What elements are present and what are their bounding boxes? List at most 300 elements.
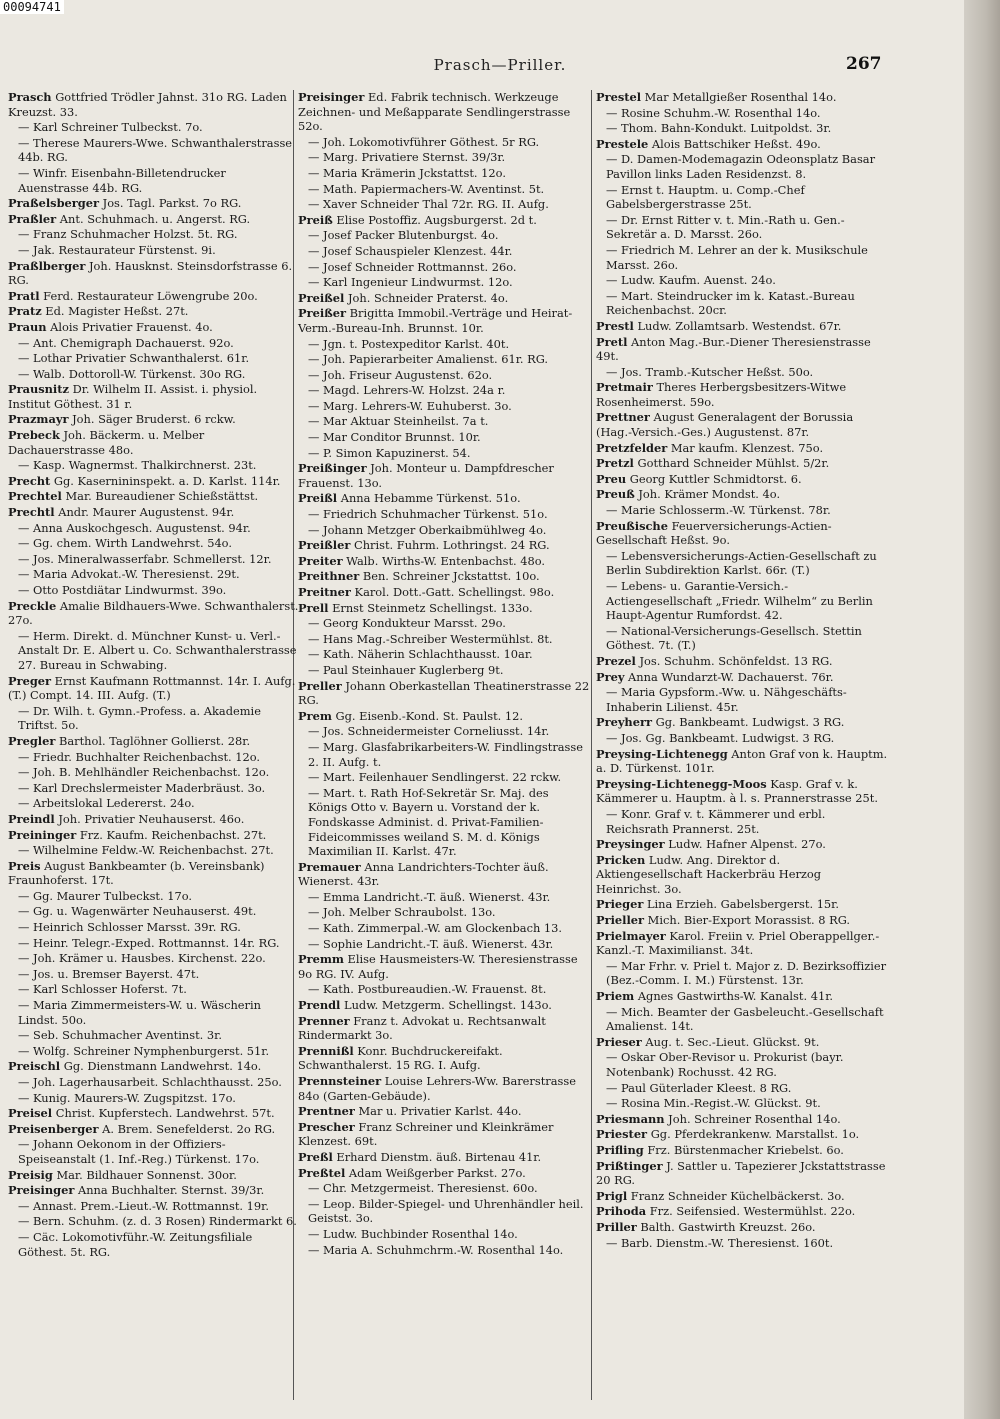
entry-details: — Kunig. Maurers-W. Zugspitzst. 17o.	[18, 1090, 236, 1105]
entry-details: — Wolfg. Schreiner Nymphenburgerst. 51r.	[18, 1043, 270, 1058]
directory-entry	[606, 807, 888, 836]
entry-details: Anna Hebamme Türkenst. 51o.	[337, 491, 521, 506]
directory-entry	[298, 1166, 590, 1181]
directory-entry	[18, 1075, 300, 1090]
entry-details: Anton Mag.-Bur.-Diener Theresienstrasse 49t.	[596, 334, 871, 364]
entry-details: — Jak. Restaurateur Fürstenst. 9i.	[18, 242, 216, 257]
directory-entry	[18, 136, 300, 165]
entry-details: — P. Simon Kapuzinerst. 54.	[308, 445, 471, 460]
directory-entry	[308, 150, 590, 165]
directory-entry	[308, 135, 590, 150]
scan-id-label: 00094741	[0, 0, 64, 14]
entry-surname: Priester	[596, 1127, 648, 1142]
entry-details: Franz Schneider Küchelbäckerst. 3o.	[627, 1188, 845, 1203]
directory-entry	[606, 624, 888, 653]
entry-surname: Prechtl	[8, 505, 55, 520]
entry-details: — Dr. Wilh. t. Gymn.-Profess. a. Akademie Triftst. 5o.	[18, 703, 261, 733]
entry-details: — Joh. Lagerhausarbeit. Schlachthausst. 25o.	[18, 1075, 282, 1089]
entry-surname: Priesmann	[596, 1111, 665, 1126]
entry-details: — Joh. B. Mehlhändler Reichenbachst. 12o.	[18, 765, 270, 780]
directory-entry	[308, 663, 590, 678]
entry-details: Gg. Eisenb.-Kond. St. Paulst. 12.	[331, 708, 524, 723]
entry-details: Ludw. Ang. Direktor d. Aktiengesellschaft Hackerbräu Herzog Heinrichst. 3o.	[596, 852, 822, 896]
entry-details: — Ernst t. Hauptm. u. Comp.-Chef Gabelsbergerstrasse 25t.	[606, 182, 805, 212]
directory-entry	[18, 1199, 300, 1214]
entry-details: — Maria A. Schuhmchrm.-W. Rosenthal 14o.	[308, 1242, 564, 1257]
entry-details: Ben. Schreiner Jckstattst. 10o.	[359, 569, 540, 584]
directory-entry	[8, 1183, 300, 1198]
entry-details: Joh. Krämer Mondst. 4o.	[634, 487, 781, 502]
directory-entry	[596, 1220, 888, 1235]
entry-details: Mar. Bureaudiener Schießstättst.	[61, 489, 259, 504]
directory-entry	[18, 750, 300, 765]
directory-entry	[308, 1243, 590, 1258]
entry-surname: Preiß	[298, 212, 333, 227]
directory-entry	[596, 1189, 888, 1204]
entry-details: Joh. Privatier Neuhauserst. 46o.	[54, 811, 245, 826]
entry-surname: Prescher	[298, 1119, 355, 1134]
entry-details: Georg Kuttler Schmidtorst. 6.	[626, 471, 802, 486]
entry-surname: Preußische	[596, 518, 668, 533]
directory-entry	[8, 428, 300, 457]
entry-details: — Dr. Ernst Ritter v. t. Min.-Rath u. Gen.-Sekretär a. D. Marsst. 26o.	[606, 212, 845, 242]
entry-surname: Priller	[596, 1219, 637, 1234]
directory-entry	[18, 629, 300, 673]
directory-entry	[298, 952, 590, 981]
entry-details: J. Sattler u. Tapezierer Jckstattstrasse 20 RG.	[596, 1158, 886, 1188]
directory-entry	[18, 796, 300, 811]
running-head: Prasch—Priller.	[433, 56, 567, 74]
directory-entry	[596, 837, 888, 852]
entry-details: — Thom. Bahn-Kondukt. Luitpoldst. 3r.	[606, 121, 832, 136]
entry-surname: Preisinger	[8, 1183, 75, 1198]
entry-details: Anna Landrichters-Tochter äuß. Wienerst. 43r.	[298, 859, 549, 889]
directory-entry	[8, 474, 300, 489]
directory-entry	[18, 982, 300, 997]
entry-details: Dr. Wilhelm II. Assist. i. physiol. Institut Göthest. 31 r.	[8, 382, 258, 411]
entry-details: Alois Battschiker Heßst. 49o.	[648, 136, 821, 151]
entry-surname: Premm	[298, 952, 344, 967]
entry-surname: Prigl	[596, 1188, 628, 1203]
entry-surname: Preisinger	[298, 90, 365, 104]
entry-details: August Bankbeamter (b. Vereinsbank) Fraunhoferst. 17t.	[8, 858, 265, 888]
directory-entry	[298, 860, 590, 889]
directory-entry	[596, 853, 888, 897]
entry-surname: Preithner	[298, 569, 360, 584]
directory-entry	[308, 414, 590, 429]
directory-entry	[606, 152, 888, 181]
entry-details: — Josef Schneider Rottmannst. 26o.	[308, 259, 517, 274]
entry-details: — Bern. Schuhm. (z. d. 3 Rosen) Rindermarkt 6.	[18, 1214, 297, 1229]
entry-surname: Prem	[298, 708, 332, 723]
entry-details: Gg. Bankbeamt. Ludwigst. 3 RG.	[651, 715, 845, 730]
entry-details: — Joh. Friseur Augustenst. 62o.	[308, 367, 493, 382]
entry-details: Ludw. Hafner Alpenst. 27o.	[664, 837, 826, 852]
entry-details: Anna Wundarzt-W. Dachauerst. 76r.	[624, 669, 834, 684]
entry-surname: Prebeck	[8, 428, 60, 443]
entry-details: Gg. Dienstmann Landwehrst. 14o.	[60, 1059, 262, 1074]
entry-details: Joh. Schreiner Rosenthal 14o.	[664, 1111, 841, 1126]
entry-details: — Lebens- u. Garantie-Versich.-Actiengesellschaft „Friedr. Wilhelm“ zu Berlin Haupt-Agentur Rumfordst. 42.	[606, 579, 873, 623]
column-3	[596, 90, 888, 1251]
directory-entry	[298, 709, 590, 724]
entry-details: — Mart. t. Rath Hof-Sekretär Sr. Maj. des Königs Otto v. Bayern u. Vorstand der k. Fondskasse Administ. d. Privat-Familien-Fideicommisses weiland S. M. d. Königs Maximilian II. Karlst. 47r.	[308, 785, 549, 859]
entry-details: Ludw. Zollamtsarb. Westendst. 67r.	[633, 318, 842, 333]
directory-entry	[308, 228, 590, 243]
entry-details: Erhard Dienstm. äuß. Birtenau 41r.	[332, 1149, 542, 1164]
entry-details: Karol. Dott.-Gatt. Schellingst. 98o.	[350, 585, 555, 599]
entry-surname: Preißl	[298, 491, 338, 506]
directory-entry	[596, 929, 888, 958]
entry-details: — Chr. Metzgermeist. Theresienst. 60o.	[308, 1181, 538, 1196]
directory-entry	[18, 351, 300, 366]
entry-details: — Oskar Ober-Revisor u. Prokurist (bayr. Notenbank) Rochusst. 42 RG.	[606, 1050, 844, 1079]
entry-details: — Ant. Chemigraph Dachauerst. 92o.	[18, 335, 234, 350]
directory-entry	[8, 1106, 300, 1121]
entry-surname: Prazmayr	[8, 412, 69, 427]
entry-details: — Mar Frhr. v. Priel t. Major z. D. Bezirksoffizier (Bez.-Comm. I. M.) Fürstenst. 13r.	[606, 958, 887, 988]
directory-entry	[606, 549, 888, 578]
directory-entry	[606, 1005, 888, 1034]
directory-entry	[308, 786, 590, 859]
entry-details: — Sophie Landricht.-T. äuß. Wienerst. 43r.	[308, 936, 554, 951]
directory-entry	[18, 781, 300, 796]
directory-entry	[606, 731, 888, 746]
entry-details: — Lothar Privatier Schwanthalerst. 61r.	[18, 351, 250, 366]
entry-details: Barthol. Taglöhner Gollierst. 28r.	[55, 733, 251, 748]
directory-entry	[18, 1028, 300, 1043]
entry-details: Jos. Schuhm. Schönfeldst. 13 RG.	[635, 653, 833, 668]
directory-entry	[596, 137, 888, 152]
directory-entry	[596, 487, 888, 502]
entry-surname: Prasch	[8, 90, 52, 104]
entry-details: — Karl Schreiner Tulbeckst. 7o.	[18, 120, 203, 135]
entry-details: — Friedrich M. Lehrer an der k. Musikschule Marsst. 26o.	[606, 242, 868, 272]
directory-entry	[606, 183, 888, 212]
directory-entry	[308, 724, 590, 739]
entry-details: — Lebensversicherungs-Actien-Gesellschaft zu Berlin Subdirektion Karlst. 66r. (T.)	[606, 548, 877, 578]
entry-details: Andr. Maurer Augustenst. 94r.	[54, 505, 235, 520]
entry-surname: Prettner	[596, 410, 650, 425]
entry-surname: Prestel	[596, 90, 642, 104]
entry-details: — Kath. Zimmerpal.-W. am Glockenbach 13.	[308, 921, 563, 936]
directory-entry	[606, 503, 888, 518]
entry-details: Walb. Wirths-W. Entenbachst. 48o.	[342, 553, 546, 568]
entry-details: Christ. Kupferstech. Landwehrst. 57t.	[52, 1106, 275, 1121]
entry-details: — Anna Auskochgesch. Augustenst. 94r.	[18, 520, 251, 535]
directory-entry	[308, 507, 590, 522]
directory-entry	[596, 670, 888, 685]
entry-details: — Cäc. Lokomotivführ.-W. Zeitungsfiliale Göthest. 5t. RG.	[18, 1229, 253, 1259]
directory-entry	[308, 523, 590, 538]
directory-entry	[8, 259, 300, 288]
entry-surname: Prechtel	[8, 489, 62, 504]
entry-details: — Therese Maurers-Wwe. Schwanthalerstrasse 44b. RG.	[18, 135, 293, 165]
directory-entry	[298, 90, 590, 134]
entry-details: — Ludw. Buchbinder Rosenthal 14o.	[308, 1226, 518, 1241]
entry-details: — Franz Schuhmacher Holzst. 5t. RG.	[18, 227, 238, 242]
directory-entry	[308, 399, 590, 414]
entry-details: Mar Metallgießer Rosenthal 14o.	[641, 90, 837, 104]
directory-entry	[8, 412, 300, 427]
directory-entry	[8, 828, 300, 843]
directory-entry	[308, 337, 590, 352]
directory-entry	[18, 998, 300, 1027]
directory-entry	[606, 213, 888, 242]
entry-details: — Mar Aktuar Steinheilst. 7a t.	[308, 414, 489, 429]
entry-details: Ludw. Metzgerm. Schellingst. 143o.	[340, 998, 552, 1013]
directory-entry	[596, 715, 888, 730]
entry-surname: Preu	[596, 471, 627, 486]
entry-details: Anton Graf von k. Hauptm. a. D. Türkenst. 101r.	[596, 746, 888, 776]
entry-surname: Prielmayer	[596, 928, 666, 943]
entry-details: Adam Weißgerber Parkst. 27o.	[345, 1165, 526, 1180]
directory-entry	[606, 1050, 888, 1079]
entry-details: — Kath. Postbureaudien.-W. Frauenst. 8t.	[308, 982, 547, 997]
directory-entry	[18, 920, 300, 935]
entry-details: Lina Erzieh. Gabelsbergerst. 15r.	[643, 897, 839, 912]
directory-entry	[8, 382, 300, 411]
directory-entry	[308, 182, 590, 197]
directory-entry	[18, 583, 300, 598]
entry-details: Mar. Bildhauer Sonnenst. 30or.	[52, 1167, 237, 1182]
directory-entry	[18, 336, 300, 351]
directory-entry	[308, 383, 590, 398]
directory-entry	[18, 904, 300, 919]
directory-entry	[18, 536, 300, 551]
entry-details: — Magd. Lehrers-W. Holzst. 24a r.	[308, 383, 506, 398]
entry-surname: Preyherr	[596, 715, 652, 730]
directory-entry	[298, 213, 590, 228]
entry-surname: Praßlberger	[8, 258, 86, 273]
entry-details: — Mich. Beamter der Gasbeleucht.-Gesellschaft Amalienst. 14t.	[606, 1004, 884, 1034]
entry-details: Gg. Pferdekrankenw. Marstallst. 1o.	[647, 1127, 860, 1142]
directory-entry	[308, 921, 590, 936]
entry-details: — Karl Drechslermeister Maderbräust. 3o.	[18, 780, 266, 795]
directory-entry	[606, 365, 888, 380]
entry-details: — Marg. Lehrers-W. Euhuberst. 3o.	[308, 398, 512, 413]
entry-details: — Konr. Graf v. t. Kämmerer und erbl. Reichsrath Prannerst. 25t.	[606, 806, 826, 836]
directory-entry	[8, 304, 300, 319]
entry-surname: Preiter	[298, 553, 343, 568]
directory-entry	[606, 289, 888, 318]
entry-details: Franz t. Advokat u. Rechtsanwalt Rindermarkt 3o.	[298, 1013, 546, 1043]
entry-details: — Paul Steinhauer Kuglerberg 9t.	[308, 662, 504, 677]
entry-surname: Preckle	[8, 598, 57, 613]
entry-surname: Preindl	[8, 811, 55, 826]
directory-entry	[596, 777, 888, 806]
directory-entry	[298, 1120, 590, 1149]
entry-details: Frz. Seifensied. Westermühlst. 22o.	[646, 1204, 856, 1219]
directory-entry	[308, 1197, 590, 1226]
entry-surname: Pricken	[596, 852, 646, 867]
entry-surname: Preischl	[8, 1059, 61, 1074]
directory-entry	[18, 967, 300, 982]
entry-surname: Preisel	[8, 1106, 53, 1121]
entry-surname: Preuß	[596, 487, 635, 502]
entry-details: — Jgn. t. Postexpeditor Karlst. 40t.	[308, 336, 510, 351]
entry-details: Theres Herbergsbesitzers-Witwe Rosenheimerst. 59o.	[596, 380, 847, 409]
entry-surname: Prestele	[596, 136, 649, 151]
entry-surname: Preißinger	[298, 461, 367, 476]
directory-entry	[18, 1091, 300, 1106]
entry-details: Karol. Freiin v. Priel Oberappellger.-Kanzl.-T. Maximilianst. 34t.	[596, 928, 880, 958]
entry-surname: Prell	[298, 600, 329, 615]
entry-surname: Prieser	[596, 1034, 642, 1049]
directory-entry	[8, 599, 300, 628]
entry-details: Gottfried Trödler Jahnst. 31o RG. Laden Kreuzst. 33.	[8, 90, 287, 119]
entry-surname: Preisig	[8, 1167, 53, 1182]
directory-entry	[606, 273, 888, 288]
directory-entry	[308, 352, 590, 367]
entry-details: — Maria Krämerin Jckstattst. 12o.	[308, 165, 506, 180]
directory-entry	[18, 951, 300, 966]
entry-surname: Prausnitz	[8, 382, 69, 397]
directory-entry	[8, 320, 300, 335]
entry-details: Kasp. Graf v. k. Kämmerer u. Hauptm. à l. s. Prannerstrasse 25t.	[596, 776, 878, 806]
directory-entry	[596, 989, 888, 1004]
directory-entry	[18, 227, 300, 242]
directory-entry	[298, 1150, 590, 1165]
entry-details: Agnes Gastwirths-W. Kanalst. 41r.	[634, 989, 834, 1004]
entry-details: — Barb. Dienstm.-W. Theresienst. 160t.	[606, 1235, 834, 1250]
entry-details: — Annast. Prem.-Lieut.-W. Rottmannst. 19r.	[18, 1198, 269, 1213]
entry-details: Gg. Kasernininspekt. a. D. Karlst. 114r.	[50, 473, 281, 488]
directory-entry	[596, 319, 888, 334]
column-2	[298, 90, 590, 1258]
entry-surname: Pretzfelder	[596, 440, 668, 455]
entry-details: Joh. Monteur u. Dampfdrescher Frauenst. 13o.	[298, 461, 554, 490]
entry-details: August Generalagent der Borussia (Hag.-Versich.-Ges.) Augustenst. 87r.	[596, 410, 854, 440]
entry-details: Ant. Schuhmach. u. Angerst. RG.	[56, 211, 251, 226]
entry-details: — Johann Oekonom in der Offiziers-Speiseanstalt (1. Inf.-Reg.) Türkenst. 17o.	[18, 1137, 260, 1166]
entry-surname: Preißler	[298, 538, 351, 553]
directory-entry	[596, 913, 888, 928]
directory-entry	[18, 367, 300, 382]
entry-surname: Pretl	[596, 334, 628, 349]
directory-entry	[596, 1159, 888, 1188]
directory-entry	[18, 843, 300, 858]
entry-details: Ed. Magister Heßst. 27t.	[41, 304, 189, 319]
entry-surname: Prentner	[298, 1104, 355, 1119]
entry-details: Franz Schreiner und Kleinkrämer Klenzest. 69t.	[298, 1119, 554, 1149]
entry-surname: Precht	[8, 473, 51, 488]
directory-entry	[298, 1104, 590, 1119]
entry-details: — Math. Papiermachers-W. Aventinst. 5t.	[308, 181, 545, 196]
entry-details: Louise Lehrers-Ww. Barerstrasse 84o (Garten-Gebäude).	[298, 1074, 576, 1103]
directory-entry	[8, 1122, 300, 1137]
entry-details: — Herm. Direkt. d. Münchner Kunst- u. Verl.-Anstalt Dr. E. Albert u. Co. Schwanthalerstrasse 27. Bureau in Schwabing.	[18, 628, 297, 672]
directory-entry	[606, 685, 888, 714]
entry-details: — Jos. Schneidermeister Corneliusst. 14r.	[308, 724, 550, 739]
entry-details: — Jos. Gg. Bankbeamt. Ludwigst. 3 RG.	[606, 730, 835, 745]
directory-entry	[596, 654, 888, 669]
directory-entry	[18, 704, 300, 733]
directory-entry	[606, 959, 888, 988]
entry-details: Joh. Säger Bruderst. 6 rckw.	[68, 412, 236, 427]
entry-details: — Marg. Privatiere Sternst. 39/3r.	[308, 150, 506, 165]
entry-surname: Prifling	[596, 1142, 644, 1157]
directory-entry	[18, 1230, 300, 1259]
entry-details: — Maria Gypsform.-Ww. u. Nähgeschäfts-Inhaberin Lilienst. 45r.	[606, 685, 847, 714]
directory-entry	[596, 90, 888, 105]
entry-surname: Preßl	[298, 1149, 333, 1164]
directory-entry	[18, 1137, 300, 1166]
directory-entry	[8, 1059, 300, 1074]
directory-entry	[18, 765, 300, 780]
directory-entry	[596, 441, 888, 456]
entry-surname: Preysing-Lichtenegg	[596, 746, 728, 761]
entry-details: — Seb. Schuhmacher Aventinst. 3r.	[18, 1028, 222, 1043]
entry-details: — Kasp. Wagnermst. Thalkirchnerst. 23t.	[18, 458, 257, 473]
directory-entry	[596, 1143, 888, 1158]
entry-details: — Mar Conditor Brunnst. 10r.	[308, 430, 481, 445]
entry-surname: Preßtel	[298, 1165, 346, 1180]
entry-surname: Preysinger	[596, 837, 665, 852]
directory-entry	[18, 936, 300, 951]
directory-entry	[18, 166, 300, 195]
entry-details: Ed. Fabrik technisch. Werkzeuge Zeichnen- und Meßapparate Sendlingerstrasse 52o.	[298, 90, 571, 134]
directory-entry	[596, 747, 888, 776]
directory-entry	[298, 461, 590, 490]
directory-entry	[308, 166, 590, 181]
entry-surname: Prieger	[596, 897, 644, 912]
entry-surname: Prestl	[596, 318, 634, 333]
entry-details: — Gg. chem. Wirth Landwehrst. 54o.	[18, 536, 232, 551]
directory-entry	[18, 889, 300, 904]
entry-details: — Paul Güterlader Kleest. 8 RG.	[606, 1080, 792, 1095]
entry-details: — Jos. u. Bremser Bayerst. 47t.	[18, 966, 200, 981]
directory-entry	[8, 90, 300, 119]
directory-entry	[8, 859, 300, 888]
directory-entry	[298, 291, 590, 306]
entry-details: — Walb. Dottoroll-W. Türkenst. 30o RG.	[18, 366, 246, 381]
directory-entry	[298, 679, 590, 708]
directory-entry	[308, 244, 590, 259]
entry-details: — Johann Metzger Oberkaibmühlweg 4o.	[308, 522, 547, 537]
entry-details: — Joh. Melber Schraubolst. 13o.	[308, 905, 496, 920]
entry-surname: Praun	[8, 319, 47, 334]
directory-entry	[308, 632, 590, 647]
entry-details: — Gg. Maurer Tulbeckst. 17o.	[18, 888, 193, 903]
directory-entry	[18, 120, 300, 135]
entry-details: — Rosine Schuhm.-W. Rosenthal 14o.	[606, 105, 821, 120]
entry-details: — Jos. Tramb.-Kutscher Heßst. 50o.	[606, 364, 814, 379]
entry-details: Ferd. Restaurateur Löwengrube 20o.	[39, 288, 258, 303]
directory-entry	[18, 567, 300, 582]
entry-details: Balth. Gastwirth Kreuzst. 26o.	[636, 1219, 816, 1234]
directory-entry	[606, 579, 888, 623]
entry-surname: Prieller	[596, 913, 645, 928]
entry-surname: Prihoda	[596, 1204, 647, 1219]
entry-details: — Hans Mag.-Schreiber Westermühlst. 8t.	[308, 631, 553, 646]
entry-details: Ernst Steinmetz Schellingst. 133o.	[328, 600, 533, 615]
entry-details: — Emma Landricht.-T. äuß. Wienerst. 43r.	[308, 889, 551, 904]
directory-entry	[596, 335, 888, 364]
directory-entry	[298, 1014, 590, 1043]
entry-details: — Wilhelmine Feldw.-W. Reichenbachst. 27t.	[18, 843, 274, 858]
directory-entry	[308, 368, 590, 383]
entry-surname: Prennsteiner	[298, 1074, 382, 1088]
entry-details: Christ. Fuhrm. Lothringst. 24 RG.	[350, 538, 550, 553]
directory-entry	[596, 1127, 888, 1142]
entry-details: Anna Buchhalter. Sternst. 39/3r.	[74, 1183, 265, 1198]
column-divider	[591, 90, 592, 1400]
entry-details: Aug. t. Sec.-Lieut. Glückst. 9t.	[641, 1034, 820, 1049]
directory-entry	[8, 1168, 300, 1183]
entry-surname: Prey	[596, 669, 625, 684]
entry-surname: Prendl	[298, 998, 341, 1013]
